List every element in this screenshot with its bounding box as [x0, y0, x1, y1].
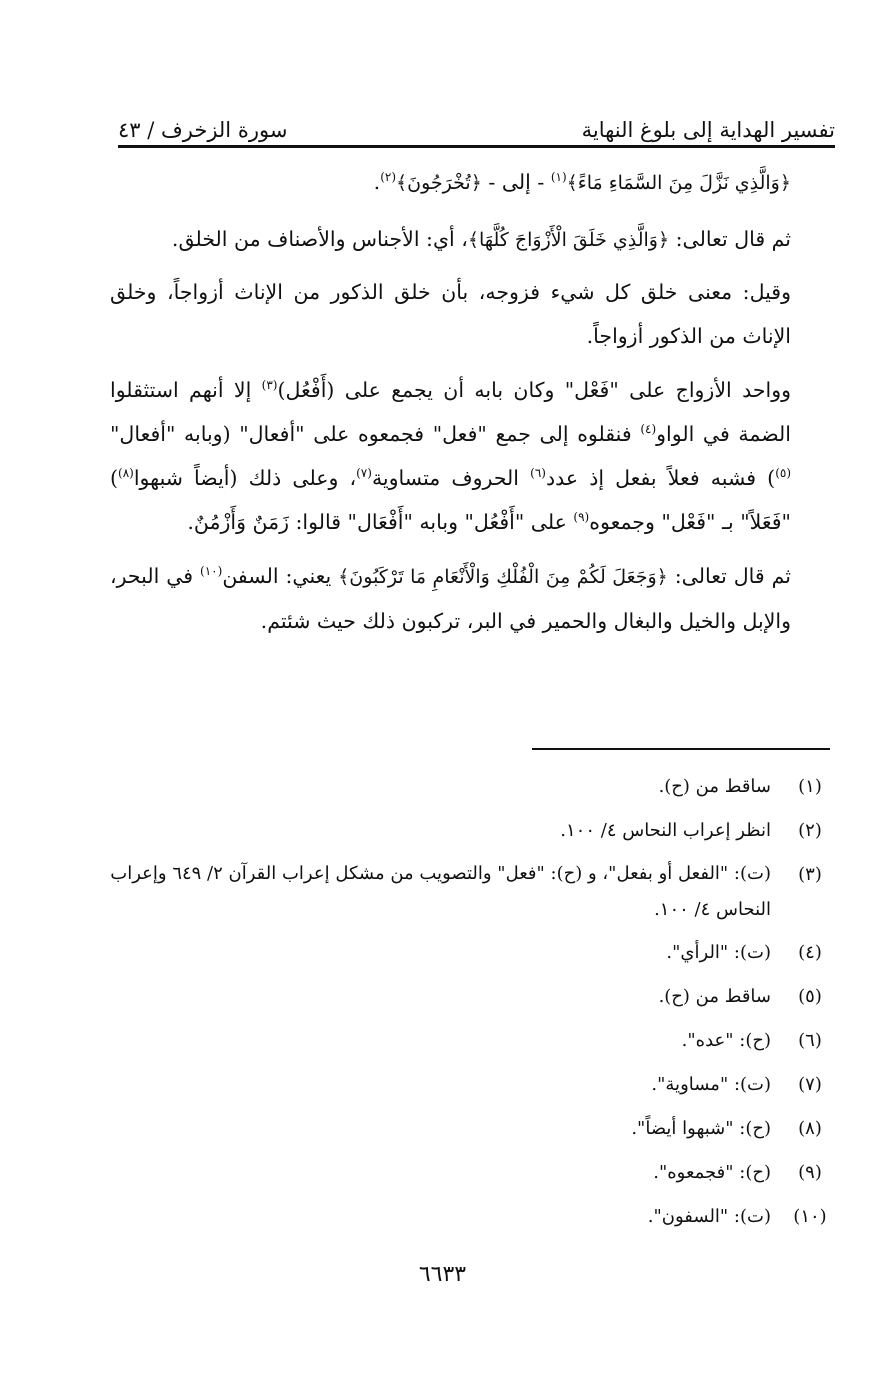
footnote-text: انظر إعراب النحاس ٤/ ١٠٠.	[560, 820, 771, 841]
footnote-text: (ح): "فجمعوه".	[653, 1162, 771, 1183]
paragraph-text: ثم قال تعالى:	[669, 227, 791, 251]
footnote-text: ساقط من (ح).	[658, 776, 771, 797]
paragraph-text: فنقلوه إلى جمع "فعل" فجمعوه على "أفعال" (وبابه "أفعال"	[110, 422, 641, 446]
footnote-text: (ح): "عده".	[681, 1030, 771, 1051]
paragraph-text: - إلى -	[481, 170, 551, 194]
paragraph-text: وواحد الأزواج على "فَعْل" وكان بابه أن يجمع على (أَفْعُل)	[277, 378, 792, 402]
paragraph-5	[110, 554, 835, 643]
footnote-text: (ت): "مساوية".	[651, 1074, 771, 1095]
footnote-item	[110, 1022, 835, 1060]
footnote-number: (٧)	[798, 1074, 822, 1095]
footnote-marker: (٢)	[380, 170, 397, 185]
footnote-item	[110, 1066, 835, 1104]
footnote-number: (١٠)	[793, 1206, 827, 1227]
footnote-item	[110, 1110, 835, 1148]
footnote-text: (ت): "الرأي".	[666, 942, 771, 963]
footnote-item	[110, 1154, 835, 1192]
footnote-number: (٥)	[798, 986, 822, 1007]
footnote-item	[110, 1198, 835, 1236]
paragraph-text: الحروف متساوية	[371, 466, 531, 490]
header-rule	[118, 145, 835, 148]
main-text	[110, 160, 835, 643]
footnote-text: (ت): "السفون".	[647, 1206, 771, 1227]
quran-quote: ﴿وَالَّذِي نَزَّلَ مِنَ السَّمَاءِ مَاءً﴾	[566, 172, 791, 194]
paragraph-text: في البحر، والإبل والخيل والبغال والحمير في البر، تركبون ذلك حيث شئتم.	[110, 564, 791, 633]
paragraph-text: ، أي: الأجناس والأصناف من الخلق.	[171, 227, 468, 251]
footnote-number: (٦)	[798, 1030, 822, 1051]
quran-quote: ﴿وَجَعَلَ لَكُمْ مِنَ الْفُلْكِ وَالْأَنْعَامِ مَا تَرْكَبُونَ﴾	[338, 566, 668, 588]
footnote-text: ساقط من (ح).	[658, 986, 771, 1007]
footnote-number: (٢)	[798, 820, 822, 841]
footnote-marker: (١)	[550, 170, 567, 185]
footnote-item	[110, 856, 835, 928]
paragraph-text: على "أَفْعُل" وبابه "أَفْعَال" قالوا: زَمَنٌ وَأَزْمُنٌ.	[187, 510, 574, 534]
footnote-marker: (٥)	[775, 466, 792, 481]
footnote-rule	[532, 748, 830, 750]
footnote-item	[110, 934, 835, 972]
footnote-marker: (١٠)	[200, 564, 223, 579]
paragraph-text: ) فشبه فعلاً بفعل إذ عدد	[545, 466, 776, 490]
footnote-number: (١)	[798, 776, 822, 797]
footnote-number: (٨)	[798, 1118, 822, 1139]
footnote-number: (٤)	[798, 942, 822, 963]
paragraph-text: ) "فَعَلاً" بـ "فَعْل" وجمعوه	[110, 466, 791, 534]
footnote-number: (٣)	[798, 864, 822, 885]
footnote-marker: (٨)	[118, 466, 134, 481]
footnote-marker: (٤)	[640, 422, 657, 437]
footnote-marker: (٣)	[261, 378, 278, 393]
paragraph-text: يعني: السفن	[222, 564, 339, 588]
paragraph-1	[110, 160, 835, 205]
paragraph-3	[110, 270, 835, 358]
footnote-item	[110, 768, 835, 806]
paragraph-4	[110, 368, 835, 544]
paragraph-text: ، وعلى ذلك (أيضاً شبهوا	[133, 466, 357, 490]
footnote-marker: (٦)	[530, 466, 546, 481]
footnote-text: (ح): "شبهوا أيضاً".	[631, 1118, 771, 1139]
footnotes-list	[110, 768, 835, 1242]
surah-title: سورة الزخرف / ٤٣	[118, 118, 288, 142]
paragraph-text: وقيل: معنى خلق كل شيء فزوجه، بأن خلق الذكور من الإناث أزواجاً، وخلق الإناث من الذكور أزواجاً.	[110, 280, 791, 348]
paragraph-2	[110, 217, 835, 262]
footnote-item	[110, 978, 835, 1016]
paragraph-text: إلا أنهم استثقلوا الضمة في الواو	[110, 378, 791, 446]
footnote-marker: (٧)	[356, 466, 372, 481]
footnote-text: (ت): "الفعل أو بفعل"، و (ح): "فعل" والتصويب من مشكل إعراب القرآن ٢/ ٦٤٩ وإعراب النحاس ٤/ ١٠٠.	[110, 863, 771, 920]
footnote-marker: (٩)	[573, 510, 590, 525]
book-title: تفسير الهداية إلى بلوغ النهاية	[581, 118, 835, 142]
footnote-item	[110, 812, 835, 850]
footnote-number: (٩)	[798, 1162, 822, 1183]
running-header	[118, 108, 835, 142]
paragraph-text: ثم قال تعالى:	[667, 564, 791, 588]
quran-quote: ﴿تُخْرَجُونَ﴾	[396, 172, 482, 194]
paragraph-text: .	[373, 170, 381, 194]
quran-quote: ﴿وَالَّذِي خَلَقَ الْأَزْوَاجَ كُلَّهَا﴾	[467, 229, 670, 251]
page-number: ٦٦٣٣	[418, 1262, 467, 1287]
